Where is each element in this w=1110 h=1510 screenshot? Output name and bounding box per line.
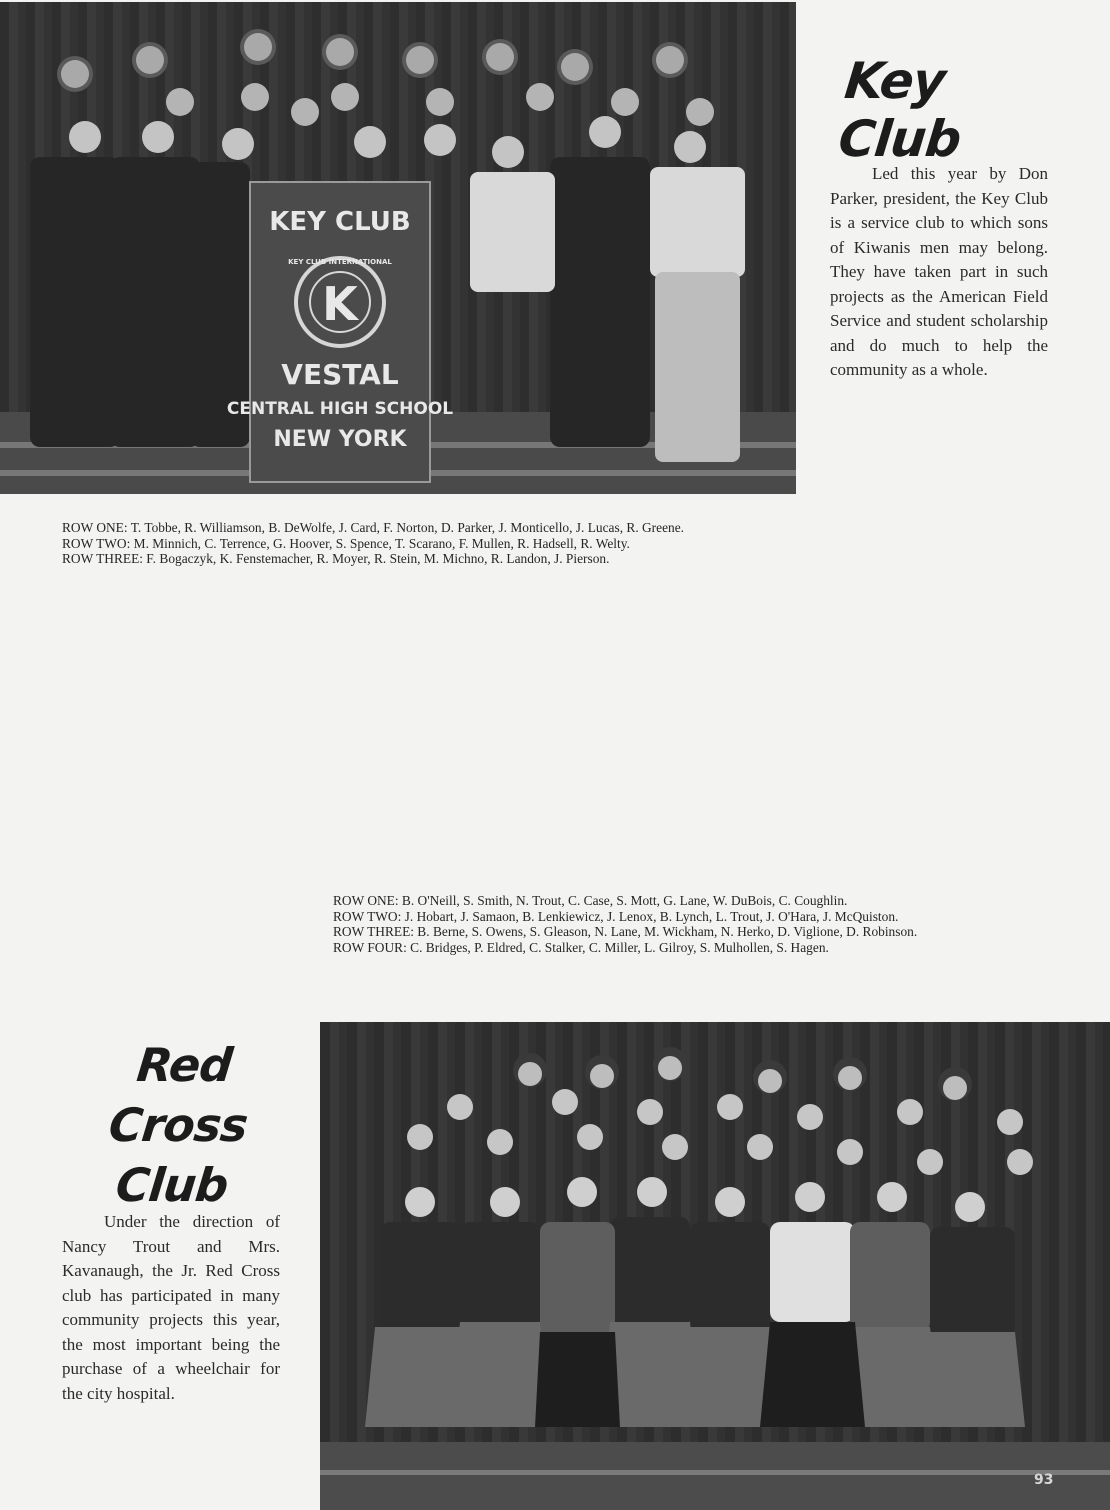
- banner-line-vestal: VESTAL: [281, 358, 399, 391]
- red-cross-photo-illustration: [320, 1022, 1110, 1510]
- red-cross-roster-row-two: ROW TWO: J. Hobart, J. Samaon, B. Lenkiewicz, J. Lenox, B. Lynch, L. Trout, J. O'Hara, J. McQuiston.: [333, 908, 899, 924]
- key-club-description: Led this year by Don Parker, president, the Key Club is a service club to which sons of Kiwanis men may belong. They have taken part in such projects as the American Field Service and student scholarship and do much to help the community as a whole.: [830, 164, 1048, 379]
- banner-emblem-ring-text: KEY CLUB INTERNATIONAL: [288, 258, 392, 266]
- red-cross-club-title: [49, 1036, 308, 1215]
- red-cross-title-line1: Red Cross: [106, 1038, 250, 1152]
- key-club-roster-row-three: ROW THREE: F. Bogaczyk, K. Fenstemacher, R. Moyer, R. Stein, M. Michno, R. Landon, J. Pierson.: [62, 551, 610, 566]
- banner-line-key-club: KEY CLUB: [269, 207, 411, 237]
- key-club-title: Key Club: [835, 52, 964, 168]
- banner-line-new-york: NEW YORK: [273, 427, 407, 452]
- red-cross-roster-row-four: ROW FOUR: C. Bridges, P. Eldred, C. Stalker, C. Miller, L. Gilroy, S. Mulhollen, S. Hagen.: [333, 939, 829, 955]
- page-number: 93: [1034, 1472, 1054, 1488]
- key-club-roster: [62, 520, 792, 567]
- red-cross-description: Under the direction of Nancy Trout and Mrs. Kavanaugh, the Jr. Red Cross club has participated in many community projects this year, the most important being the purchase of a wheelchair for the city hospital.: [62, 1212, 280, 1403]
- banner-emblem-letter: K: [322, 277, 358, 331]
- red-cross-roster: [333, 893, 1058, 955]
- key-club-roster-row-two: ROW TWO: M. Minnich, C. Terrence, G. Hoover, S. Spence, T. Scarano, F. Mullen, R. Hadsell, R. Welty.: [62, 535, 630, 551]
- banner-line-school: CENTRAL HIGH SCHOOL: [226, 399, 454, 419]
- red-cross-roster-row-one: ROW ONE: B. O'Neill, S. Smith, N. Trout, C. Case, S. Mott, G. Lane, W. DuBois, C. Coughlin.: [333, 893, 848, 908]
- red-cross-title-line2: Club: [113, 1157, 231, 1212]
- key-club-roster-row-one: ROW ONE: T. Tobbe, R. Williamson, B. DeWolfe, J. Card, F. Norton, D. Parker, J. Monticello, J. Lucas, R. Greene.: [62, 520, 685, 535]
- key-club-photo-illustration: [0, 2, 796, 494]
- key-club-group-photo: [0, 2, 796, 494]
- red-cross-group-photo: [320, 1022, 1110, 1510]
- red-cross-roster-row-three: ROW THREE: B. Berne, S. Owens, S. Gleason, N. Lane, M. Wickham, N. Herko, D. Viglione, D. Robinson.: [333, 924, 918, 939]
